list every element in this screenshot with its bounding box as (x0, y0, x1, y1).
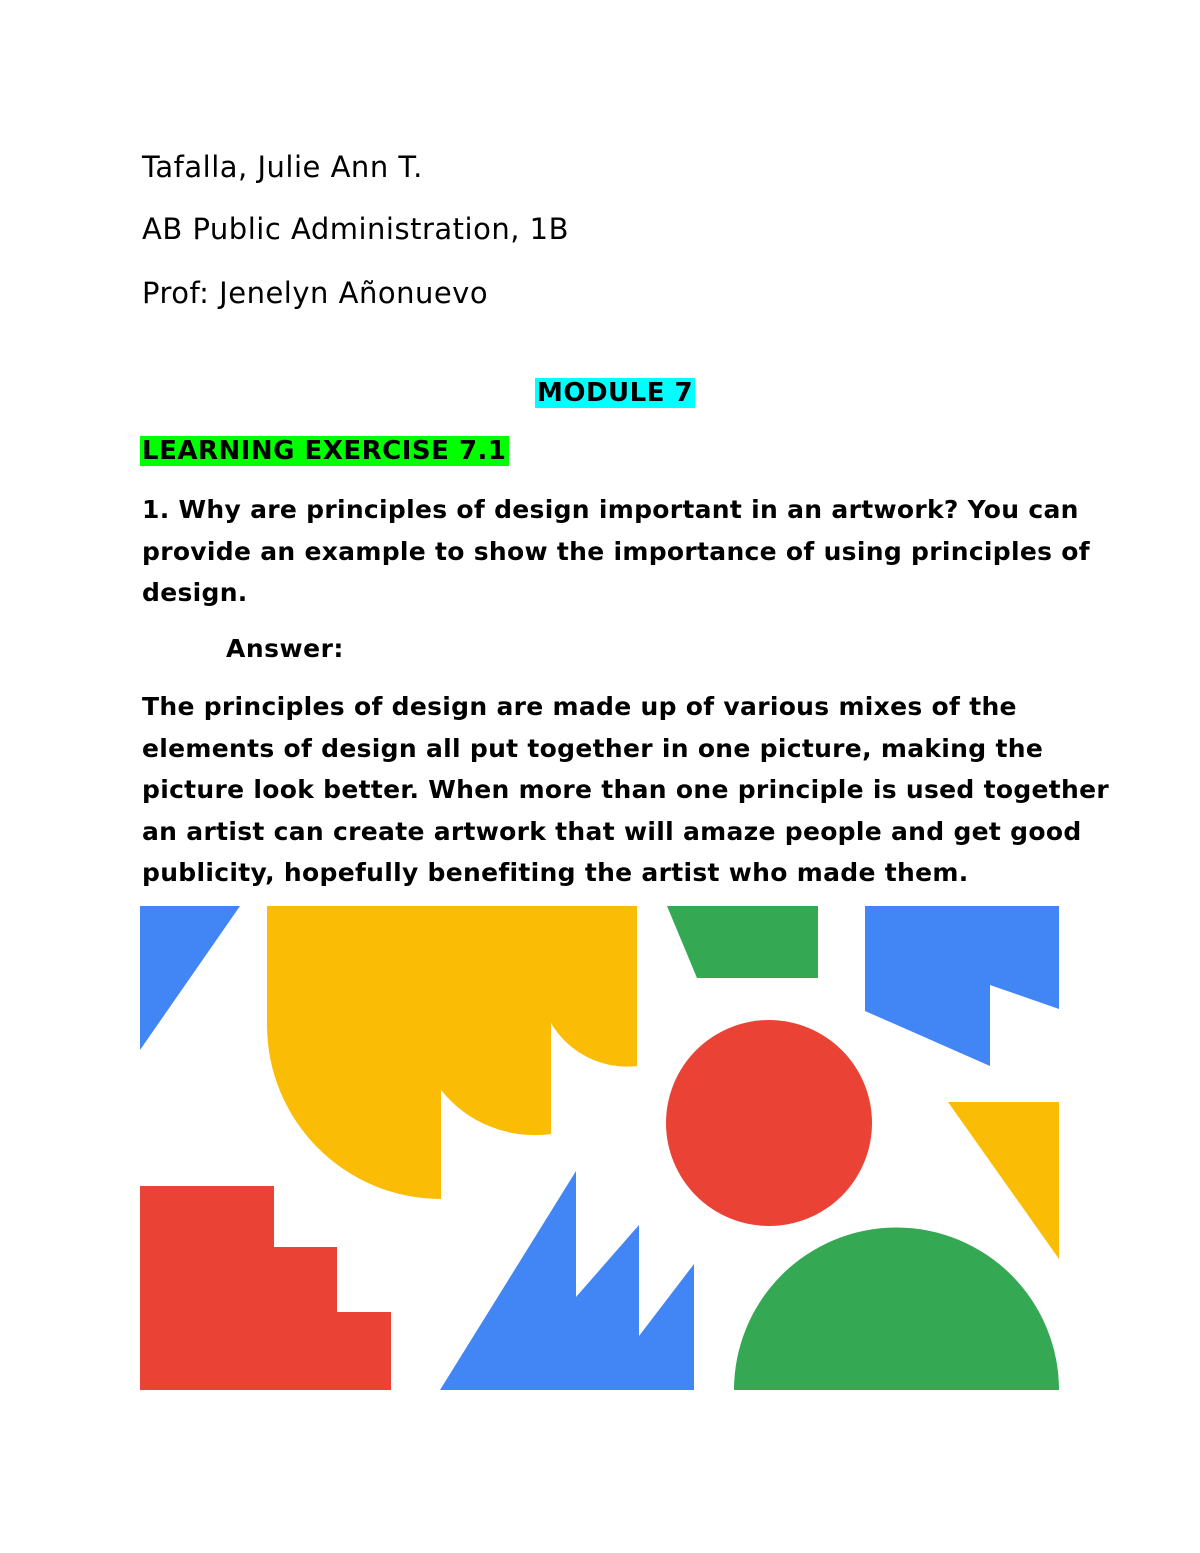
student-name: Tafalla, Julie Ann T. (142, 150, 423, 184)
question-line: design. (142, 578, 248, 607)
question-line: 1. Why are principles of design important in an artwork? You can (142, 495, 1079, 524)
geometric-shapes-artwork (140, 906, 1060, 1390)
yellow-triangle-shape (948, 1102, 1059, 1259)
red-stairs-shape (140, 1186, 391, 1390)
blue-sawtooth-shape (440, 1171, 694, 1390)
answer-line: picture look better. When more than one principle is used together (142, 775, 1110, 804)
question-line: provide an example to show the importance of using principles of (142, 536, 1090, 566)
green-trapezoid-shape (667, 906, 818, 978)
answer-line: an artist can create artwork that will amaze people and get good (142, 816, 1082, 846)
answer-label: Answer: (226, 634, 344, 663)
exercise-title: LEARNING EXERCISE 7.1 (142, 436, 507, 466)
blue-polygon-shape (865, 906, 1059, 1066)
answer-line: elements of design all put together in one picture, making the (142, 733, 1044, 763)
course-section: AB Public Administration, 1B (142, 212, 569, 246)
answer-text (142, 686, 1110, 894)
question-text (142, 489, 1090, 614)
module-title: MODULE 7 (537, 378, 694, 408)
exercise-title-wrap (140, 436, 509, 466)
module-title-wrap (535, 378, 695, 408)
yellow-arc-shape (267, 906, 637, 1199)
professor-name: Prof: Jenelyn Añonuevo (142, 276, 489, 310)
green-semicircle-shape (734, 1228, 1059, 1391)
red-circle-shape (666, 1020, 872, 1226)
answer-line: publicity, hopefully benefiting the artist who made them. (142, 858, 969, 887)
answer-line: The principles of design are made up of various mixes of the (142, 692, 1017, 721)
blue-triangle-shape (140, 906, 240, 1050)
